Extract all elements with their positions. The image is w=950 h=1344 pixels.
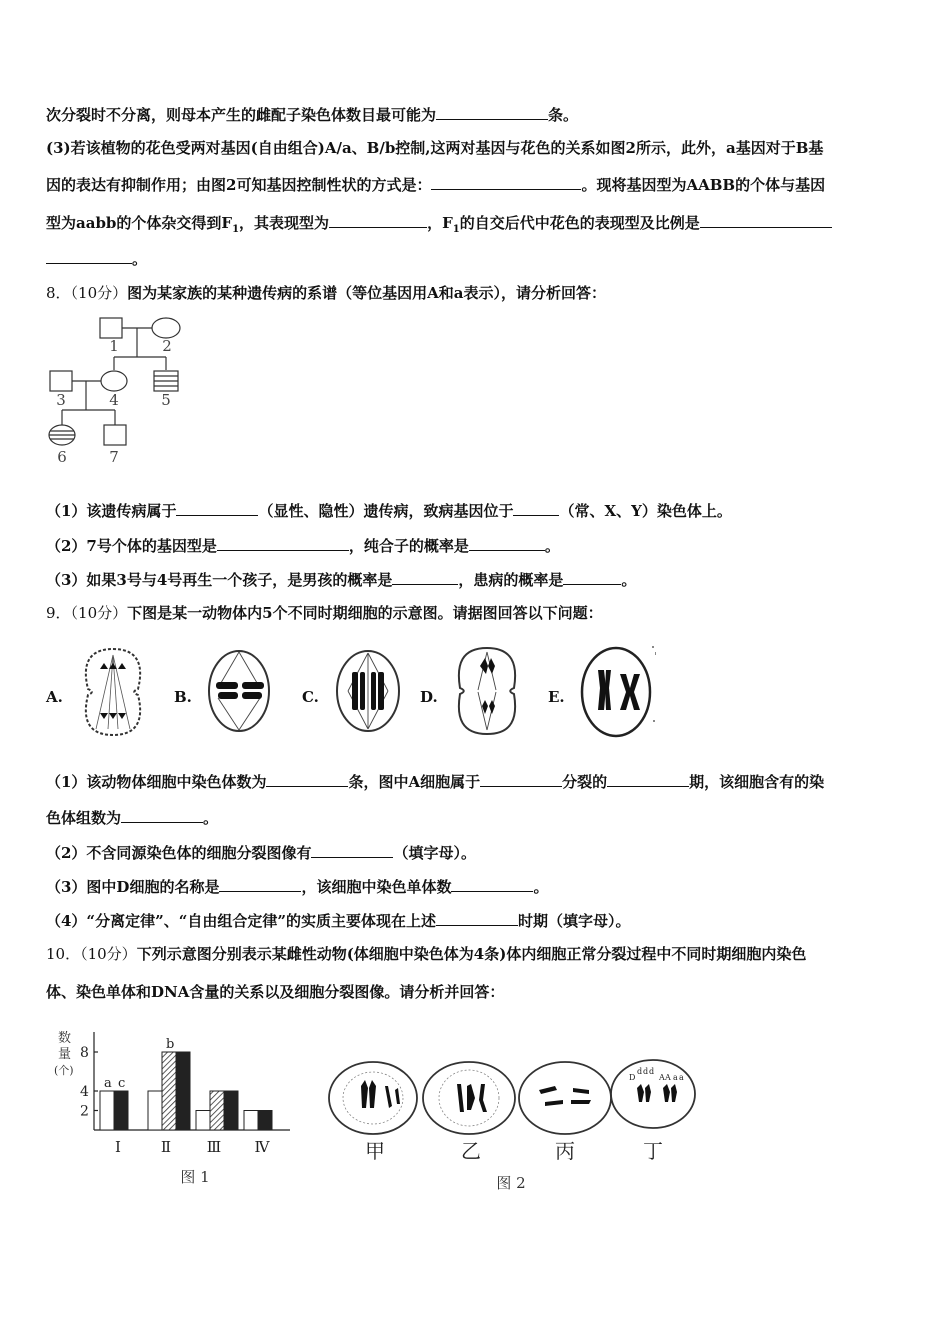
cell-b-diagram [206, 648, 272, 734]
fig2-label-bing: 丙 [555, 1139, 575, 1163]
fig1-series-label-a: a [104, 1076, 112, 1091]
q7-line1 [46, 104, 578, 125]
q10-stem-line1 [46, 944, 806, 964]
fig1-ytick-label: 4 [80, 1084, 89, 1100]
q8-sub3 [46, 569, 636, 590]
fig1-category-label: Ⅰ [115, 1138, 121, 1156]
q7-line1-end: 条。 [548, 106, 579, 124]
fig1-ytick-label: 8 [80, 1045, 89, 1061]
pedigree-label-4: 4 [109, 391, 119, 409]
q7-line2: (3)若该植物的花色受两对基因(自由组合)A/a、B/b控制,这两对基因与花色的关系如图2所示，此外，a基因对于B基 [46, 139, 824, 157]
answer-blank[interactable] [563, 569, 621, 585]
q8-sub2-c: 。 [544, 537, 560, 555]
answer-blank[interactable] [266, 771, 348, 787]
q9-number: 9．（10分） [46, 604, 128, 622]
fig1-bar-c-3 [258, 1111, 272, 1131]
cell-d-diagram [452, 644, 522, 738]
fig1-bar-c-0 [114, 1091, 128, 1130]
q9-sub3-a: （3）图中D细胞的名称是 [46, 878, 220, 896]
q9-sub1-a: （1）该动物体细胞中染色体数为 [46, 773, 267, 791]
fig2-letter: A [665, 1073, 671, 1082]
q8-sub1 [46, 500, 732, 521]
fig1-bar-c-2 [224, 1091, 238, 1130]
answer-blank[interactable] [46, 248, 132, 264]
fig2-label-ding: 丁 [643, 1139, 663, 1163]
q8-number: 8．（10分） [46, 284, 128, 302]
pedigree-affected-female-6 [49, 425, 75, 445]
q9-sub3 [46, 876, 548, 897]
pedigree-label-2: 2 [162, 337, 172, 355]
answer-blank[interactable] [607, 771, 689, 787]
q9-sub4-a: （4）“分离定律”、“自由组合定律”的实质主要体现在上述 [46, 912, 436, 930]
fig2-cell-images [325, 1050, 705, 1200]
fig1-ylabel-char: 量 [58, 1047, 72, 1062]
fig2-label-jia: 甲 [365, 1139, 385, 1163]
pedigree-label-6: 6 [57, 448, 67, 466]
fig1-ylabel [54, 1030, 74, 1077]
q9-sub4-b: 时期（填字母）。 [517, 912, 631, 930]
q7-line4-text-b: ，其表现型为 [239, 214, 330, 232]
fig1-ytick-label: 2 [80, 1103, 89, 1120]
answer-blank[interactable] [219, 876, 301, 892]
answer-blank[interactable] [513, 500, 559, 516]
fig2-label-yi: 乙 [461, 1139, 481, 1163]
fig1-bar-chart [50, 1022, 300, 1192]
q8-sub3-b: ，患病的概率是 [458, 571, 564, 589]
fig1-ylabel-char: 数 [58, 1031, 72, 1046]
answer-blank[interactable] [392, 569, 458, 585]
cell-c-diagram [334, 648, 402, 734]
q7-line4-text-d: 的自交后代中花色的表现型及比例是 [459, 214, 700, 232]
pedigree-male-3 [50, 371, 72, 391]
fig1-category-label: Ⅲ [206, 1138, 222, 1156]
cell-label-c: C. [302, 688, 319, 706]
fig1-bar-a-1 [148, 1091, 162, 1130]
cell-a-diagram [78, 645, 148, 739]
q9-sub1 [46, 771, 824, 792]
q9-stem-line [46, 603, 603, 623]
q7-line3-text: 因的表达有抑制作用；由图2可知基因控制性状的方式是： [46, 176, 432, 194]
q7-line5 [46, 248, 147, 269]
q10-number: 10．（10分） [46, 945, 137, 963]
pedigree-affected-male-5 [154, 371, 178, 391]
fig2-letter: D [629, 1073, 636, 1082]
pedigree-label-3: 3 [56, 391, 66, 409]
fig1-category-label: Ⅳ [254, 1138, 270, 1156]
q7-line4-text-a: 型为aabb的个体杂交得到F [46, 214, 233, 232]
q8-sub2 [46, 535, 560, 556]
cell-label-b: B. [174, 688, 192, 706]
q9-stem: 下图是某一动物体内5个不同时期细胞的示意图。请据图回答以下问题： [127, 604, 603, 622]
answer-blank[interactable] [480, 771, 562, 787]
fig1-bar-a-2 [196, 1111, 210, 1131]
pedigree-label-5: 5 [161, 391, 171, 409]
fig1-bar-b-1 [162, 1052, 176, 1130]
cell-e-diagram [576, 640, 660, 740]
pedigree-male-7 [104, 425, 126, 445]
q9-sub1-f: 。 [203, 809, 219, 827]
fig2-letter: d [649, 1067, 655, 1076]
pedigree-female-4 [101, 371, 127, 391]
subscript-1: 1 [452, 224, 460, 235]
q10-stem-line2: 体、染色单体和DNA含量的关系以及细胞分裂图像。请分析并回答： [46, 983, 505, 1001]
q8-stem-line [46, 283, 606, 303]
q7-line4 [46, 212, 832, 240]
q9-sub1-c: 分裂的 [562, 773, 608, 791]
subscript-1: 1 [232, 224, 240, 235]
q8-sub1-c: （常、X、Y）染色体上。 [559, 502, 732, 520]
fig1-bar-a-3 [244, 1111, 258, 1131]
cell-label-a: A. [46, 688, 63, 706]
answer-blank[interactable] [311, 842, 393, 858]
answer-blank[interactable] [176, 500, 258, 516]
pedigree-male-1 [100, 318, 122, 338]
q9-sub2-a: （2）不含同源染色体的细胞分裂图像有 [46, 844, 312, 862]
q8-sub1-a: （1）该遗传病属于 [46, 502, 177, 520]
q7-line3-end: 。现将基因型为AABB的个体与基因 [581, 176, 826, 194]
answer-blank[interactable] [700, 212, 832, 228]
fig2-letter: a [673, 1073, 678, 1082]
fig1-bar-c-1 [176, 1052, 190, 1130]
fig2-letter: d [637, 1067, 643, 1076]
fig1-bar-a-0 [100, 1091, 114, 1130]
pedigree-label-7: 7 [109, 448, 119, 466]
fig1-series-label-c: c [118, 1076, 126, 1091]
fig2-letter: a [679, 1073, 684, 1082]
answer-blank[interactable] [469, 535, 545, 551]
answer-blank[interactable] [451, 876, 533, 892]
q9-sub1-e: 色体组数为 [46, 809, 122, 827]
q9-sub2 [46, 842, 476, 863]
q7-line5-end: 。 [132, 250, 148, 268]
cell-label-d: D. [420, 688, 438, 706]
fig1-caption: 图 1 [180, 1168, 210, 1186]
q8-sub3-a: （3）如果3号与4号再生一个孩子，是男孩的概率是 [46, 571, 393, 589]
q8-sub3-c: 。 [621, 571, 637, 589]
fig1-series-label-b: b [166, 1037, 175, 1052]
q8-sub2-b: ，纯合子的概率是 [348, 537, 469, 555]
fig2-caption: 图 2 [496, 1174, 526, 1192]
q7-line4-text-c: ，F [427, 214, 453, 232]
q9-sub1-b: 条，图中A细胞属于 [348, 773, 481, 791]
pedigree-chart [40, 310, 200, 470]
q9-sub4 [46, 910, 630, 931]
q9-sub3-c: 。 [533, 878, 549, 896]
cell-label-e: E. [548, 688, 565, 706]
fig2-cell-bing [519, 1062, 611, 1134]
q8-stem: 图为某家族的某种遗传病的系谱（等位基因用A和a表示），请分析回答： [127, 284, 607, 302]
q8-sub1-b: （显性、隐性）遗传病，致病基因位于 [258, 502, 514, 520]
q9-sub1-cont [46, 807, 218, 828]
answer-blank[interactable] [329, 212, 427, 228]
answer-blank[interactable] [436, 104, 548, 120]
fig2-letter: d [643, 1067, 649, 1076]
pedigree-label-1: 1 [109, 337, 119, 355]
q10-stem-a: 下列示意图分别表示某雌性动物(体细胞中染色体为4条)体内细胞正常分裂过程中不同时期细胞内染色 [136, 945, 807, 963]
answer-blank[interactable] [217, 535, 349, 551]
answer-blank[interactable] [436, 910, 518, 926]
pedigree-female-2 [152, 318, 180, 338]
q8-sub2-a: （2）7号个体的基因型是 [46, 537, 217, 555]
fig1-bar-b-2 [210, 1091, 224, 1130]
q9-sub1-d: 期，该细胞含有的染 [689, 773, 825, 791]
answer-blank[interactable] [431, 174, 581, 190]
fig1-ylabel-char: (个) [54, 1064, 74, 1077]
q9-sub3-b: ，该细胞中染色单体数 [301, 878, 452, 896]
fig2-letter: A [659, 1073, 665, 1082]
answer-blank[interactable] [121, 807, 203, 823]
fig1-category-label: Ⅱ [160, 1138, 172, 1156]
q7-line3 [46, 174, 825, 195]
q9-sub2-b: （填字母）。 [393, 844, 476, 862]
q7-line1-text: 次分裂时不分离，则母本产生的雌配子染色体数目最可能为 [46, 106, 437, 124]
